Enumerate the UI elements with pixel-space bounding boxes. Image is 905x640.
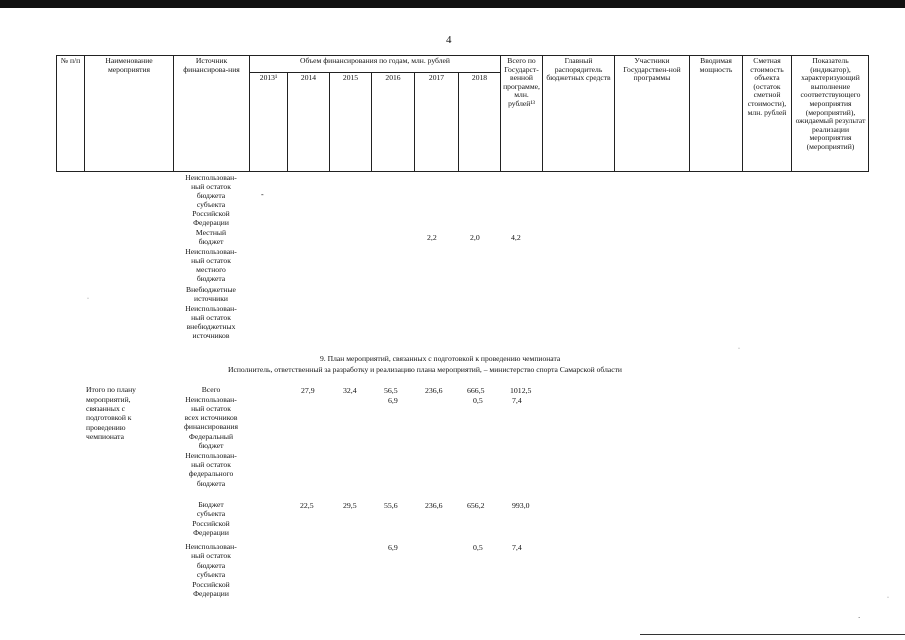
header-col-participants: Участники Государствен-ной программы: [614, 55, 689, 171]
source-label: Внебюджетные: [186, 285, 236, 294]
source-label: финансирования: [184, 422, 238, 431]
source-label: Федерации: [193, 528, 229, 537]
source-label: Федерации: [193, 589, 229, 598]
header-col-source: Источник финансирова-ния: [173, 55, 249, 171]
source-label: бюджета: [196, 561, 226, 570]
scan-dot-mark: ·: [87, 296, 89, 302]
total-name-line: чемпионата: [86, 432, 124, 441]
value-cell: 55,6: [384, 501, 398, 510]
source-label: Всего: [201, 385, 221, 394]
header-col-number: № п/п: [56, 55, 84, 171]
scan-bottom-line: [640, 634, 905, 635]
source-label: внебюджетных: [186, 322, 236, 331]
value-local-total: 4,2: [511, 233, 521, 242]
source-label: Федерации: [193, 218, 229, 227]
header-year-2015: 2015: [329, 72, 371, 171]
source-label: источников: [192, 331, 230, 340]
value-cell: 7,4: [512, 543, 522, 552]
total-name-line: Итого по плану: [86, 385, 136, 394]
header-year-2017: 2017: [414, 72, 458, 171]
value-cell: 236,6: [425, 386, 443, 395]
value-cell: 993,0: [512, 501, 530, 510]
value-cell: 666,5: [467, 386, 485, 395]
source-label: всех источников: [184, 413, 238, 422]
source-label: ный остаток: [191, 404, 231, 413]
source-label: субъекта: [196, 570, 226, 579]
header-bottom-line: [56, 171, 869, 172]
value-cell: 0,5: [473, 543, 483, 552]
value-cell: 7,4: [512, 396, 522, 405]
value-local-2017: 2,2: [427, 233, 437, 242]
value-cell: 6,9: [388, 396, 398, 405]
source-label: Российской: [192, 209, 230, 218]
source-label: Неиспользован-: [185, 542, 237, 551]
source-label: Бюджет: [198, 500, 224, 509]
header-col-total: Всего по Государст-венной программе, млн. рублей¹³: [500, 55, 542, 171]
value-cell: 56,5: [384, 386, 398, 395]
page-number: 4: [446, 34, 452, 46]
scan-tick-mark: ˋ: [858, 616, 861, 624]
source-label: Федеральный: [188, 432, 234, 441]
source-label: бюджета: [196, 191, 226, 200]
header-col-indicator: Показатель (индикатор), характеризующий выполнение соответствующего мероприятия (мероприятий), ожидаемый результат реализации мероприятия (мероприятий): [791, 55, 869, 171]
scan-dot-mark: ·: [738, 346, 740, 352]
source-label: Неиспользован-: [185, 304, 237, 313]
value-cell: 27,9: [301, 386, 315, 395]
scan-dot-mark: ·: [887, 595, 889, 601]
source-label: бюджета: [196, 479, 226, 488]
value-cell: 0,5: [473, 396, 483, 405]
value-cell: 22,5: [300, 501, 314, 510]
source-label: Неиспользован-: [185, 395, 237, 404]
total-name-line: подготовкой к: [86, 413, 132, 422]
header-year-2018: 2018: [458, 72, 500, 171]
header-col-name: Наименование мероприятия: [84, 55, 173, 171]
source-label: Местный: [195, 228, 227, 237]
header-year-2013: 2013¹: [249, 72, 287, 171]
source-label: ный остаток: [191, 182, 231, 191]
source-label: местного: [196, 265, 226, 274]
source-label: бюджета: [196, 274, 226, 283]
source-label: Неиспользован-: [185, 247, 237, 256]
header-col-manager: Главный распорядитель бюджетных средств: [542, 55, 614, 171]
value-cell: 29,5: [343, 501, 357, 510]
scan-dash-mark: -: [261, 190, 264, 199]
value-local-2018: 2,0: [470, 233, 480, 242]
source-label: бюджет: [198, 441, 224, 450]
source-label: Неиспользован-: [185, 451, 237, 460]
value-cell: 236,6: [425, 501, 443, 510]
section-title: 9. План мероприятий, связанных с подготовкой к проведению чемпионата: [320, 354, 561, 363]
source-label: ный остаток: [191, 313, 231, 322]
header-col-cost: Сметная стоимость объекта (остаток сметной стоимости), млн. рублей: [742, 55, 791, 171]
header-col-volume: Объем финансирования по годам, млн. рублей: [249, 55, 500, 72]
section-executor: Исполнитель, ответственный за разработку и реализацию плана мероприятий, – министерство спорта Самарской области: [228, 365, 622, 374]
source-label: источники: [194, 294, 228, 303]
source-label: федерального: [188, 469, 234, 478]
total-name-line: проведению: [86, 423, 126, 432]
source-label: Неиспользован-: [185, 173, 237, 182]
header-year-2014: 2014: [287, 72, 329, 171]
source-label: ный остаток: [191, 551, 231, 560]
source-label: субъекта: [196, 200, 226, 209]
source-label: субъекта: [196, 509, 226, 518]
value-cell: 1012,5: [510, 386, 532, 395]
value-cell: 656,2: [467, 501, 485, 510]
source-label: бюджет: [198, 237, 224, 246]
top-border-bar: [0, 0, 905, 8]
total-name-line: мероприятий,: [86, 395, 131, 404]
source-label: Российской: [192, 519, 230, 528]
value-cell: 32,4: [343, 386, 357, 395]
header-year-2016: 2016: [371, 72, 414, 171]
value-cell: 6,9: [388, 543, 398, 552]
header-col-capacity: Вводимая мощность: [689, 55, 742, 171]
source-label: ный остаток: [191, 460, 231, 469]
total-name-line: связанных с: [86, 404, 126, 413]
source-label: ный остаток: [191, 256, 231, 265]
source-label: Российской: [192, 580, 230, 589]
